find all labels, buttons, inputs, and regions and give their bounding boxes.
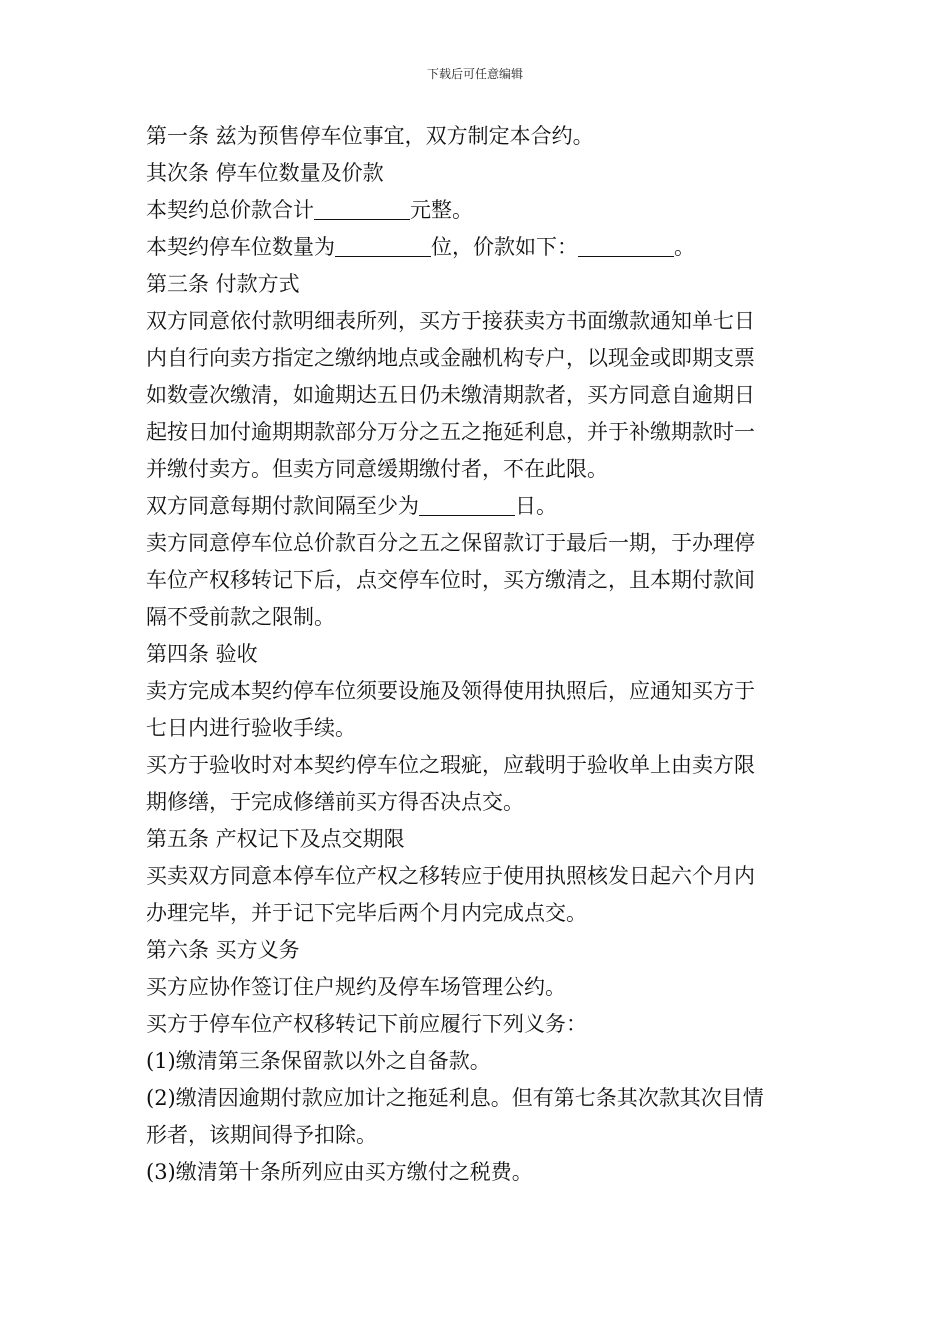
article-6-heading: 第六条 买方义务: [146, 938, 300, 962]
paragraph-line: 买方于验收时对本契约停车位之瑕疵，应载明于验收单上由卖方限: [146, 753, 755, 777]
paragraph-line: 双方同意依付款明细表所列，买方于接获卖方书面缴款通知单七日: [146, 309, 755, 333]
paragraph-line: 买卖双方同意本停车位产权之移转应于使用执照核发日起六个月内: [146, 864, 755, 888]
payment-interval-blank: [419, 493, 515, 516]
space-count-line: 本契约停车位数量为 位，价款如下： 。: [146, 235, 695, 259]
document-body: [146, 118, 810, 1191]
paragraph-line: 卖方完成本契约停车位须要设施及领得使用执照后，应通知买方于: [146, 679, 755, 703]
article-4-heading: 第四条 验收: [146, 642, 258, 666]
article-1-line: 第一条 兹为预售停车位事宜，双方制定本合约。: [146, 124, 594, 148]
paragraph-line: 买方于停车位产权移转记下前应履行下列义务：: [146, 1012, 587, 1036]
article-2-heading: 其次条 停车位数量及价款: [146, 161, 384, 185]
page-header: 下载后可任意编辑: [426, 67, 523, 81]
list-item-continuation: 形者，该期间得予扣除。: [146, 1123, 377, 1147]
total-price-line: 本契约总价款合计 元整。: [146, 198, 473, 222]
paragraph-line: 买方应协作签订住户规约及停车场管理公约。: [146, 975, 566, 999]
list-item: (3)缴清第十条所列应由买方缴付之税费。: [146, 1160, 533, 1184]
list-item: (2)缴清因逾期付款应加计之拖延利息。但有第七条其次款其次目情: [146, 1086, 764, 1110]
paragraph-line: 隔不受前款之限制。: [146, 605, 335, 629]
paragraph-line: 期修缮，于完成修缮前买方得否决点交。: [146, 790, 524, 814]
payment-interval-line: 双方同意每期付款间隔至少为 日。: [146, 494, 557, 518]
list-item: (1)缴清第三条保留款以外之自备款。: [146, 1049, 491, 1073]
paragraph-line: 卖方同意停车位总价款百分之五之保留款订于最后一期，于办理停: [146, 531, 755, 555]
paragraph-line: 并缴付卖方。但卖方同意缓期缴付者，不在此限。: [146, 457, 608, 481]
total-price-blank: [314, 197, 410, 220]
space-count-blank: [335, 234, 431, 257]
paragraph-line: 如数壹次缴清，如逾期达五日仍未缴清期款者，买方同意自逾期日: [146, 383, 755, 407]
paragraph-line: 七日内进行验收手续。: [146, 716, 356, 740]
paragraph-line: 起按日加付逾期期款部分万分之五之拖延利息，并于补缴期款时一: [146, 420, 755, 444]
article-3-heading: 第三条 付款方式: [146, 272, 300, 296]
price-detail-blank: [578, 234, 674, 257]
paragraph-line: 车位产权移转记下后，点交停车位时，买方缴清之，且本期付款间: [146, 568, 755, 592]
article-5-heading: 第五条 产权记下及点交期限: [146, 827, 405, 851]
paragraph-line: 办理完毕，并于记下完毕后两个月内完成点交。: [146, 901, 587, 925]
paragraph-line: 内自行向卖方指定之缴纳地点或金融机构专户，以现金或即期支票: [146, 346, 755, 370]
